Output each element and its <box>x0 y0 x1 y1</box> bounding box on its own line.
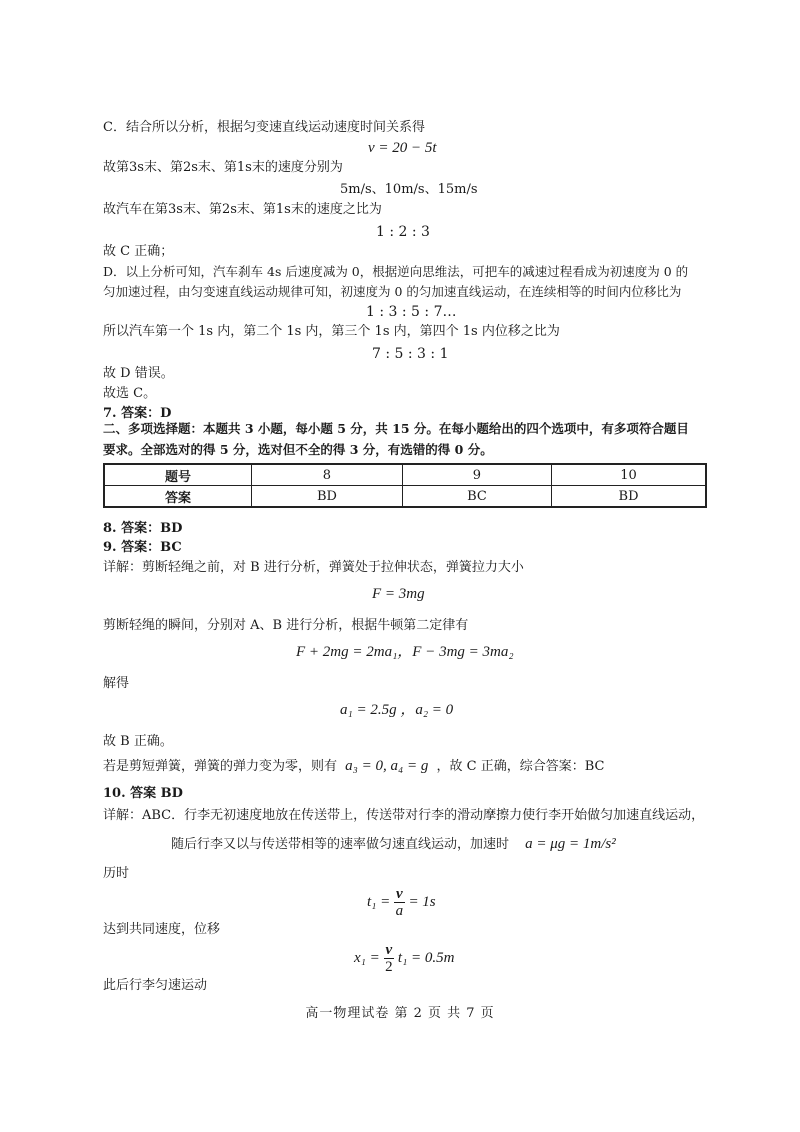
t1-numerator: v <box>396 886 403 903</box>
t1-fraction <box>394 886 405 919</box>
x1-rhs: t₁ = 0.5m <box>397 950 455 966</box>
table-cell-answer-8: BD <box>252 486 403 508</box>
odd-ratio: 1 : 3 : 5 : 7… <box>366 304 457 320</box>
q9-cut-rope: 剪断轻绳的瞬间，分别对 A、B 进行分析，根据牛顿第二定律有 <box>103 618 469 633</box>
x1-denominator: 2 <box>385 959 393 976</box>
equation-newton: F + 2mg = 2ma₁，F − 3mg = 3ma₂ <box>296 644 514 660</box>
common-speed-label: 达到共同速度，位移 <box>103 922 221 937</box>
solve-label: 解得 <box>103 676 130 691</box>
answer-7: 7. 答案：D <box>103 406 172 421</box>
table-cell-answer-10: BD <box>552 486 706 508</box>
t1-denominator: a <box>395 903 404 920</box>
q10-line-2-text: 随后行李又以与传送带相等的速率做匀速直线运动，加速时 <box>171 837 510 852</box>
equation-friction-acceleration: a = μg = 1m/s² <box>525 836 616 852</box>
q9-conclusion: ，故 C 正确，综合答案：BC <box>436 759 605 774</box>
equation-a3-a4: a₃ = 0, a₄ = g <box>345 758 429 774</box>
table-cell-question-10: 10 <box>552 464 706 486</box>
table-cell-answer-9: BC <box>402 486 551 508</box>
speeds-intro: 故第3s末、第2s末、第1s末的速度分别为 <box>103 160 343 175</box>
t1-lhs: t₁ = <box>367 894 391 910</box>
x1-numerator: v <box>385 942 393 959</box>
option-d-line-2: 匀加速过程，由匀变速直线运动规律可知，初速度为 0 的匀加速直线运动，在连续相等的时间内位移比为 <box>103 284 682 299</box>
answer-9: 9. 答案：BC <box>103 540 182 555</box>
speed-ratio: 1 : 2 : 3 <box>376 224 430 240</box>
displacement-ratio: 7 : 5 : 3 : 1 <box>372 346 449 362</box>
then-uniform: 此后行李匀速运动 <box>103 978 208 993</box>
table-answer-label: 答案 <box>104 486 252 508</box>
table-cell-question-9: 9 <box>402 464 551 486</box>
table-header-label: 题号 <box>104 464 252 486</box>
q10-line-2 <box>171 834 616 855</box>
speeds-values: 5m/s、10m/s、15m/s <box>340 182 478 197</box>
answer-8: 8. 答案：BD <box>103 521 183 536</box>
table-row-answers <box>104 486 706 508</box>
table-cell-question-8: 8 <box>252 464 403 486</box>
choose-c: 故选 C。 <box>103 386 157 401</box>
q9-spring-cut <box>103 756 604 777</box>
equation-x1 <box>354 942 455 975</box>
equation-force: F = 3mg <box>372 586 425 602</box>
section-2-line-2: 要求。全部选对的得 5 分，选对但不全的得 3 分，有选错的得 0 分。 <box>103 442 493 457</box>
equation-velocity: v = 20 − 5t <box>368 140 437 156</box>
option-b-correct: 故 B 正确。 <box>103 734 173 749</box>
option-d-wrong: 故 D 错误。 <box>103 366 174 381</box>
t1-rhs: = 1s <box>408 894 436 910</box>
speed-ratio-intro: 故汽车在第3s末、第2s末、第1s末的速度之比为 <box>103 202 382 217</box>
displacement-ratio-intro: 所以汽车第一个 1s 内，第二个 1s 内，第三个 1s 内，第四个 1s 内位移之比为 <box>103 324 560 339</box>
equation-accelerations: a₁ = 2.5g ，a₂ = 0 <box>340 702 454 718</box>
answer-10: 10. 答案 BD <box>103 786 183 801</box>
equation-t1 <box>367 886 436 919</box>
table-row-questions <box>104 464 706 486</box>
elapsed-label: 历时 <box>103 866 130 881</box>
option-c-correct: 故 C 正确； <box>103 244 174 259</box>
q9-spring-text: 若是剪短弹簧，弹簧的弹力变为零，则有 <box>103 759 338 774</box>
answer-table <box>103 463 707 508</box>
page-footer: 高一物理试卷 第 2 页 共 7 页 <box>305 1006 495 1021</box>
x1-lhs: x₁ = <box>354 950 380 966</box>
x1-fraction <box>384 942 395 975</box>
option-d-line-1: D．以上分析可知，汽车刹车 4s 后速度减为 0，根据逆向思维法，可把车的减速过程看成为初速度为 0 的 <box>103 264 689 279</box>
q9-detail: 详解：剪断轻绳之前，对 B 进行分析，弹簧处于拉伸状态，弹簧拉力大小 <box>103 560 524 575</box>
option-c-intro: C．结合所以分析，根据匀变速直线运动速度时间关系得 <box>103 120 425 135</box>
section-2-line-1: 二、多项选择题：本题共 3 小题，每小题 5 分，共 15 分。在每小题给出的四个选项中，有多项符合题目 <box>103 421 689 436</box>
q10-line-1: 详解：ABC．行李无初速度地放在传送带上，传送带对行李的滑动摩擦力使行李开始做匀加速直线运动， <box>103 808 705 823</box>
